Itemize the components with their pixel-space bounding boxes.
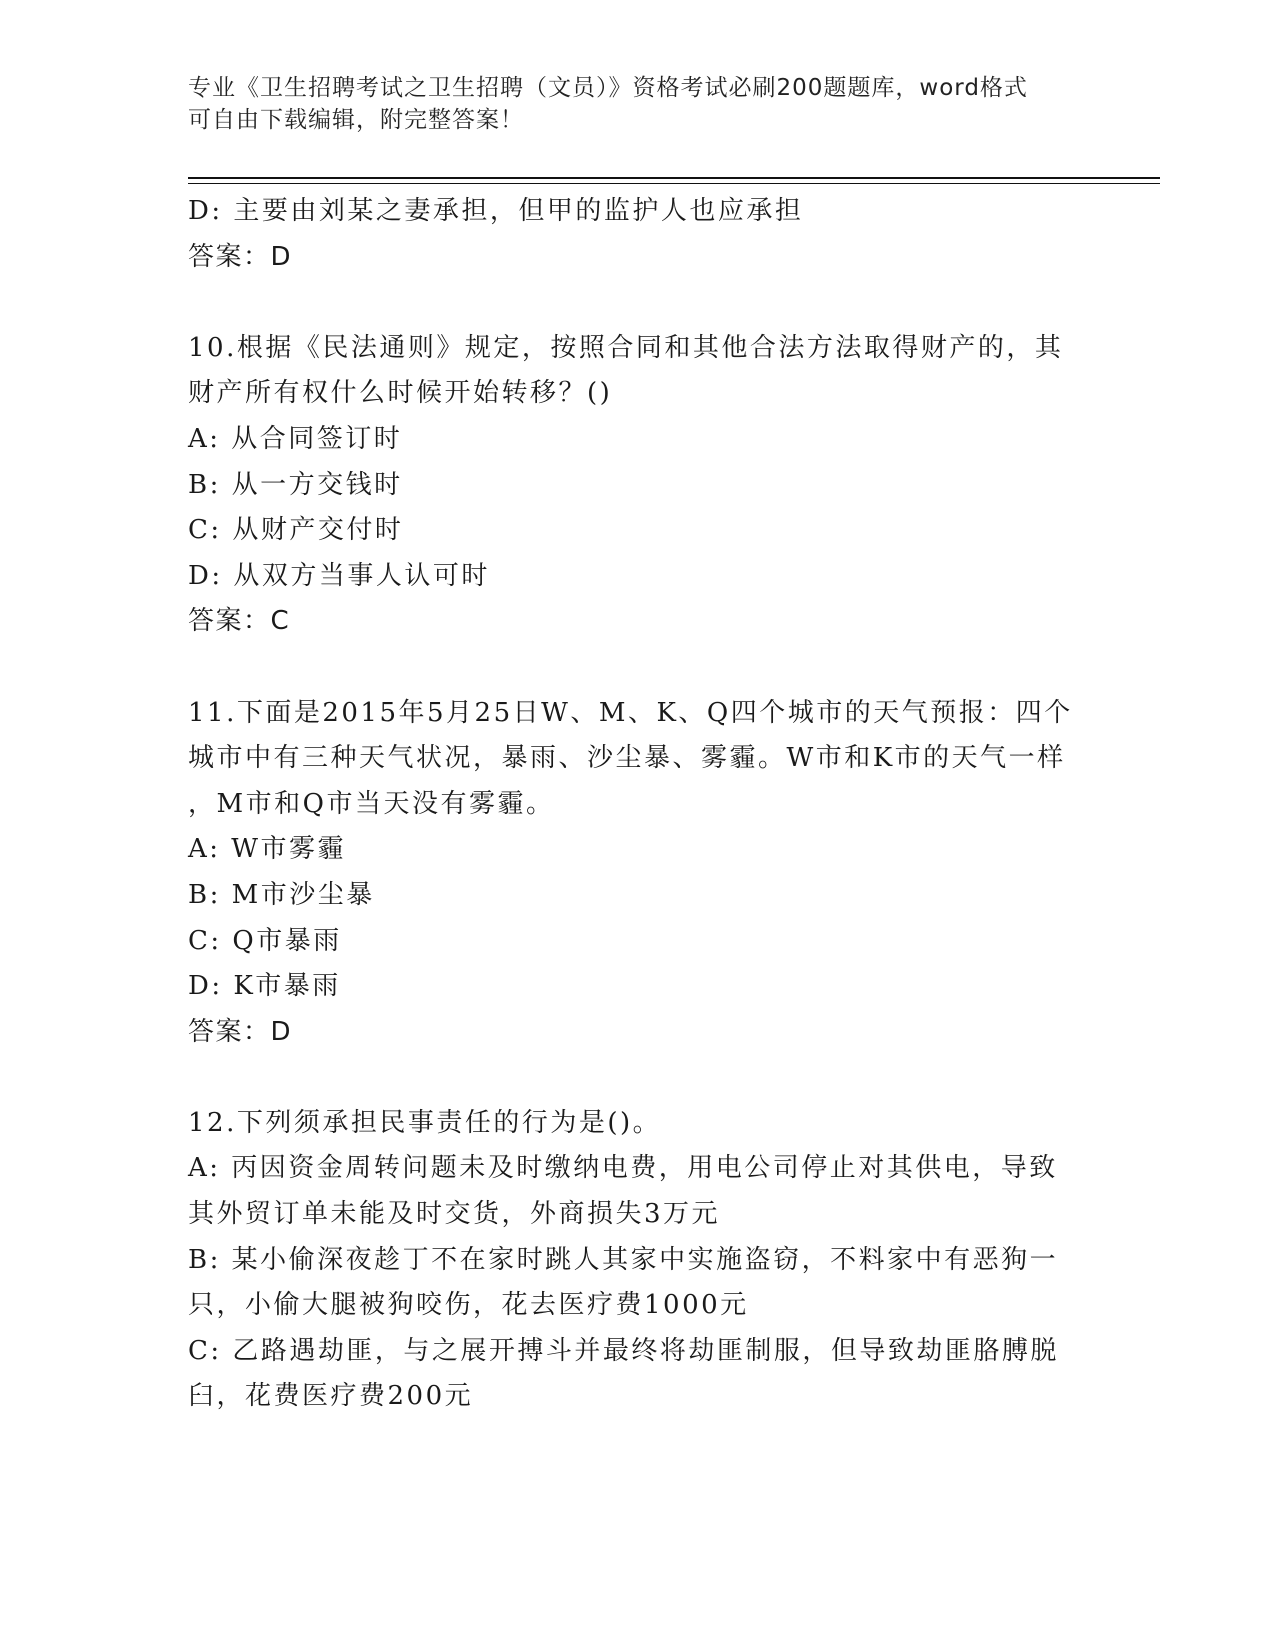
header-divider-thin — [188, 183, 1160, 184]
answer-label: 答案：D — [188, 241, 293, 272]
question-11 — [188, 691, 1088, 1056]
question-stem: 10.根据《民法通则》规定，按照合同和其他合法方法取得财产的，其 — [188, 332, 1064, 363]
option-c: C: 乙路遇劫匪，与之展开搏斗并最终将劫匪制服，但导致劫匪胳膊脱 — [188, 1335, 1059, 1366]
header-title-line-2: 可自由下载编辑，附完整答案！ — [188, 107, 524, 133]
question-list — [188, 189, 1088, 1420]
option-d: D: 主要由刘某之妻承担，但甲的监护人也应承担 — [188, 196, 804, 226]
option-a: 其外贸订单未能及时交货，外商损失3万元 — [188, 1199, 721, 1230]
question-10 — [188, 326, 1088, 645]
spacer — [188, 280, 1088, 326]
option-b: B: 从一方交钱时 — [188, 469, 403, 500]
option-a: A: 从合同签订时 — [188, 423, 403, 454]
option-a: A: W市雾霾 — [188, 834, 347, 865]
question-12 — [188, 1101, 1088, 1420]
header-title-line-1: 专业《卫生招聘考试之卫生招聘（文员）》资格考试必刷200题题库，word格式 — [188, 75, 1028, 101]
answer-label: 答案：D — [188, 1016, 293, 1047]
option-c: C: 从财产交付时 — [188, 515, 404, 546]
option-b: B: M市沙尘暴 — [188, 879, 375, 910]
spacer — [188, 1055, 1088, 1101]
page-header — [188, 72, 1088, 136]
header-divider-thick — [188, 177, 1160, 179]
question-stem: ，M市和Q市当天没有雾霾。 — [188, 788, 555, 819]
option-d: D: K市暴雨 — [188, 971, 341, 1002]
option-c: C: Q市暴雨 — [188, 925, 342, 956]
question-stem: 城市中有三种天气状况，暴雨、沙尘暴、雾霾。W市和K市的天气一样 — [188, 743, 1066, 774]
option-b: B: 某小偷深夜趁丁不在家时跳人其家中实施盗窃，不料家中有恶狗一 — [188, 1244, 1059, 1275]
answer-label: 答案：C — [188, 606, 291, 637]
option-a: A: 丙因资金周转问题未及时缴纳电费，用电公司停止对其供电，导致 — [188, 1153, 1058, 1184]
option-b: 只，小偷大腿被狗咬伤，花去医疗费1000元 — [188, 1290, 749, 1321]
question-stem: 财产所有权什么时候开始转移？() — [188, 378, 613, 409]
option-d: D: 从双方当事人认可时 — [188, 560, 490, 591]
spacer — [188, 645, 1088, 691]
question-stem: 11.下面是2015年5月25日W、M、K、Q四个城市的天气预报：四个 — [188, 697, 1073, 728]
question-stem: 12.下列须承担民事责任的行为是()。 — [188, 1107, 662, 1138]
question-9-tail — [188, 189, 1088, 280]
option-c: 臼，花费医疗费200元 — [188, 1381, 474, 1412]
